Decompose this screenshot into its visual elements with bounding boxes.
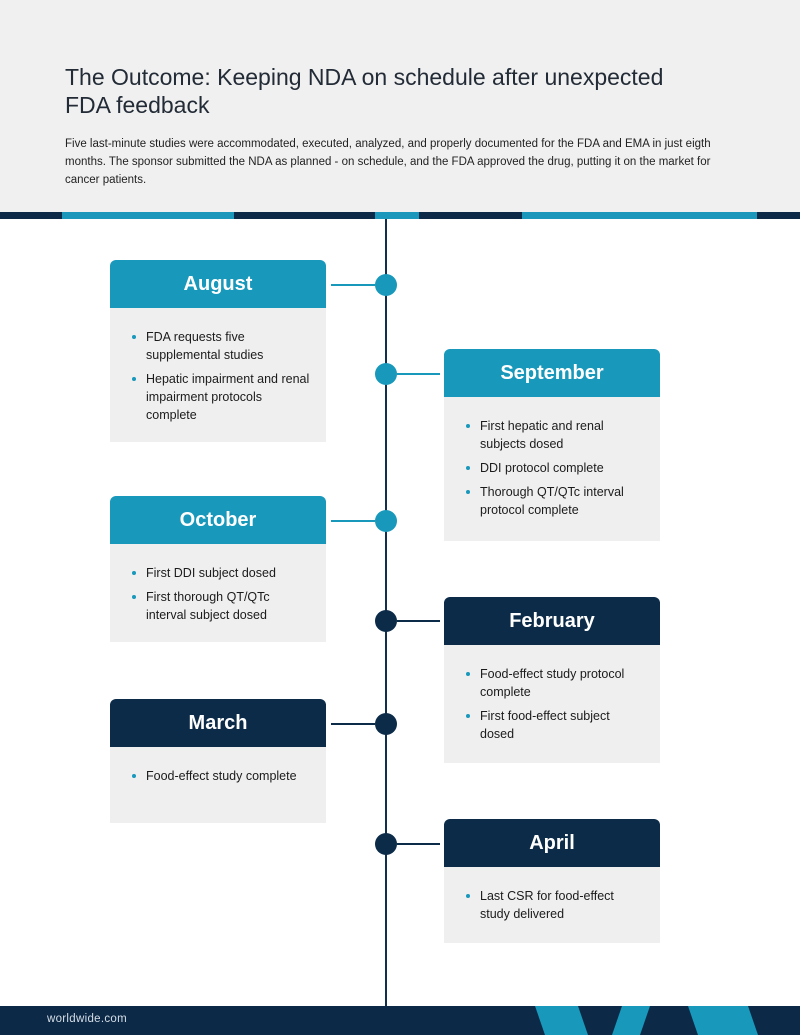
- card-body: [444, 397, 660, 541]
- timeline-dot: [375, 510, 397, 532]
- timeline-card-october: [110, 496, 326, 642]
- intro-paragraph: Five last-minute studies were accommodated, executed, analyzed, and properly documented for the FDA and EMA in just eigth months. The sponsor submitted the NDA as planned - on schedule, and the FDA approved the drug, putting it on the market for cancer patients.: [65, 138, 711, 187]
- list-item: Last CSR for food-effect study delivered: [466, 887, 646, 923]
- list-item: First thorough QT/QTc interval subject dosed: [132, 588, 312, 624]
- list-item: Food-effect study complete: [132, 767, 312, 785]
- list-item: Hepatic impairment and renal impairment protocols complete: [132, 370, 312, 424]
- footer-accent: [688, 1006, 758, 1035]
- band-accent: [62, 212, 234, 219]
- timeline-card-february: [444, 597, 660, 763]
- timeline-connector: [331, 520, 375, 522]
- header-section: [0, 0, 800, 212]
- page-title: The Outcome: Keeping NDA on schedule after unexpected FDA feedback: [65, 64, 664, 118]
- band-accent: [375, 212, 419, 219]
- timeline-connector: [331, 284, 375, 286]
- top-band: [0, 212, 800, 219]
- card-month: September: [444, 349, 660, 397]
- timeline-dot: [375, 833, 397, 855]
- timeline-dot: [375, 363, 397, 385]
- timeline-connector: [397, 843, 440, 845]
- list-item: First food-effect subject dosed: [466, 707, 646, 743]
- card-body: [444, 867, 660, 943]
- card-month: August: [110, 260, 326, 308]
- footer-accent: [612, 1006, 650, 1035]
- footer: [0, 1006, 800, 1035]
- card-month: October: [110, 496, 326, 544]
- timeline-connector: [331, 723, 375, 725]
- timeline-card-september: [444, 349, 660, 541]
- timeline-card-april: [444, 819, 660, 943]
- card-month: February: [444, 597, 660, 645]
- card-month: April: [444, 819, 660, 867]
- timeline-connector: [397, 373, 440, 375]
- list-item: DDI protocol complete: [466, 459, 646, 477]
- band-accent: [522, 212, 757, 219]
- list-item: FDA requests five supplemental studies: [132, 328, 312, 364]
- list-item: Thorough QT/QTc interval protocol complete: [466, 483, 646, 519]
- list-item: Food-effect study protocol complete: [466, 665, 646, 701]
- card-body: [110, 308, 326, 442]
- footer-accent-shapes: [0, 1006, 800, 1035]
- timeline-connector: [397, 620, 440, 622]
- card-body: [110, 544, 326, 642]
- timeline-dot: [375, 610, 397, 632]
- footer-accent: [535, 1006, 588, 1035]
- timeline-dot: [375, 713, 397, 735]
- footer-website: worldwide.com: [47, 1013, 127, 1025]
- card-body: [110, 747, 326, 823]
- card-month: March: [110, 699, 326, 747]
- timeline-dot: [375, 274, 397, 296]
- list-item: First DDI subject dosed: [132, 564, 312, 582]
- card-body: [444, 645, 660, 763]
- timeline-card-march: [110, 699, 326, 823]
- list-item: First hepatic and renal subjects dosed: [466, 417, 646, 453]
- timeline-card-august: [110, 260, 326, 442]
